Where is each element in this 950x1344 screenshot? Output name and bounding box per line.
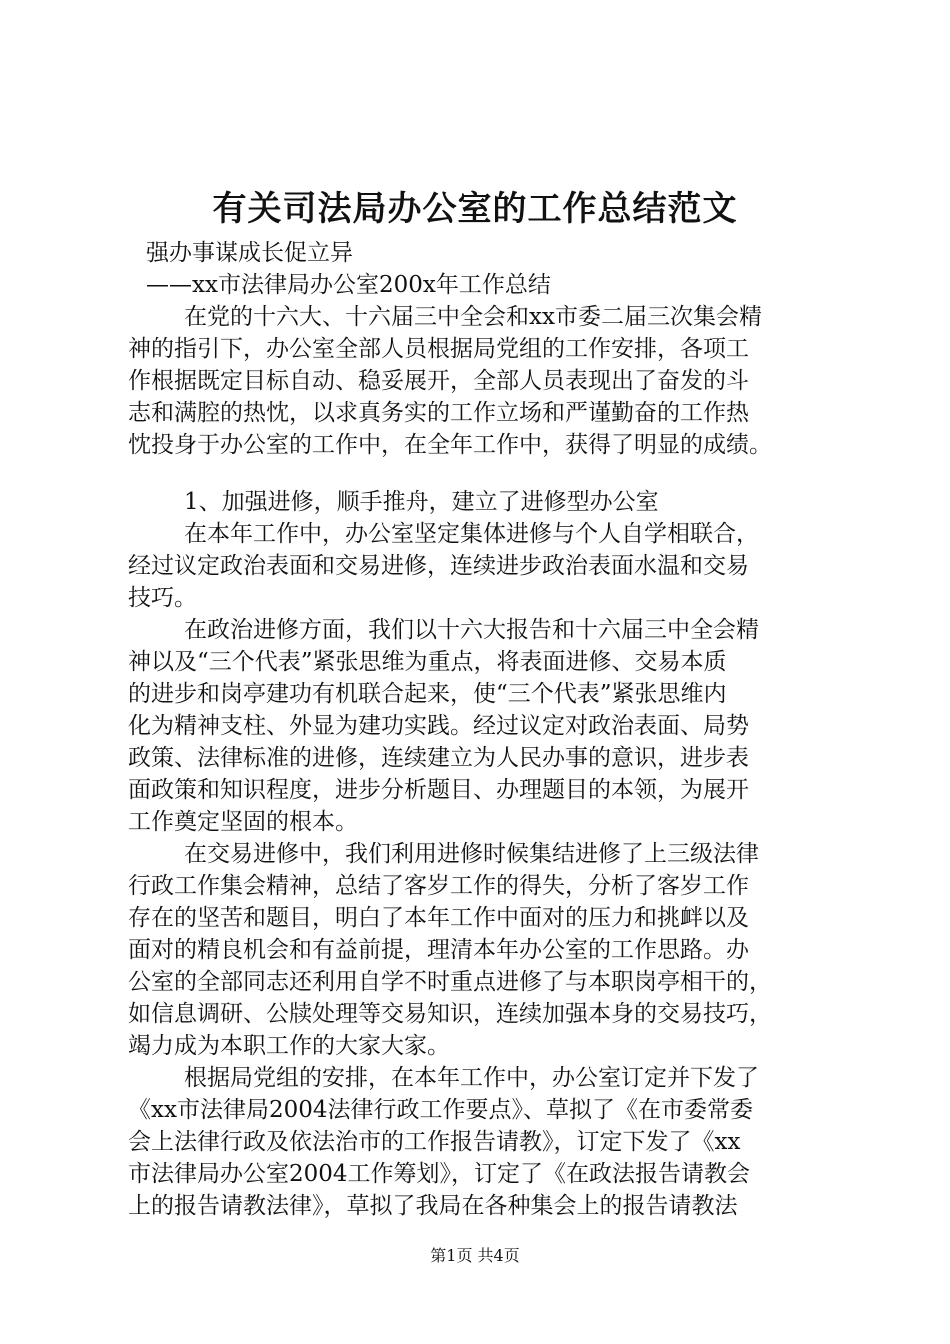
paragraph-line: 行政工作集会精神，总结了客岁工作的得失，分析了客岁工作 xyxy=(128,873,749,899)
paragraph-line: 忱投身于办公室的工作中，在全年工作中，获得了明显的成绩。 xyxy=(128,432,772,458)
paragraph-line: 在交易进修中，我们利用进修时候集结进修了上三级法律 xyxy=(184,841,759,867)
paragraph-line: 面政策和知识程度，进步分析题目、办理题目的本领，为展开 xyxy=(128,777,749,803)
paragraph-line: 化为精神支柱、外显为建功实践。经过议定对政治表面、局势 xyxy=(128,713,749,739)
page-footer: 第1页 共4页 xyxy=(430,1246,520,1265)
paragraph-line: 在本年工作中，办公室坚定集体进修与个人自学相联合， xyxy=(184,521,759,547)
paragraph-4 xyxy=(128,1062,832,1222)
subtitle: 强办事谋成长促立异 xyxy=(146,240,353,266)
paragraph-line: 神以及“三个代表”紧张思维为重点，将表面进修、交易本质 xyxy=(128,649,727,675)
paragraph-line: 《xx市法律局2004法律行政工作要点》、草拟了《在市委常委 xyxy=(128,1097,753,1123)
paragraph-line: 竭力成为本职工作的大家大家。 xyxy=(128,1033,450,1059)
paragraph-line: 在政治进修方面，我们以十六大报告和十六届三中全会精 xyxy=(184,617,759,643)
byline: ——xx市法律局办公室200x年工作总结 xyxy=(146,272,551,298)
document-body xyxy=(128,237,832,1222)
paragraph-line: 存在的坚苦和题目，明白了本年工作中面对的压力和挑衅以及 xyxy=(128,905,749,931)
paragraph-line: 志和满腔的热忱，以求真务实的工作立场和严谨勤奋的工作热 xyxy=(128,400,749,426)
section-heading: 1、加强进修，顺手推舟，建立了进修型办公室 xyxy=(184,489,659,515)
paragraph-line: 公室的全部同志还利用自学不时重点进修了与本职岗亭相干的， xyxy=(128,969,772,995)
paragraph-line: 根据局党组的安排，在本年工作中，办公室订定并下发了 xyxy=(184,1065,759,1091)
paragraph-line: 上的报告请教法律》，草拟了我局在各种集会上的报告请教法 xyxy=(128,1193,738,1219)
paragraph-line: 面对的精良机会和有益前提，理清本年办公室的工作思路。办 xyxy=(128,937,749,963)
paragraph-1 xyxy=(128,518,832,614)
paragraph-line: 技巧。 xyxy=(128,585,197,611)
paragraph-line: 如信息调研、公牍处理等交易知识，连续加强本身的交易技巧， xyxy=(128,1001,772,1027)
paragraph-line: 会上法律行政及依法治市的工作报告请教》，订定下发了《xx xyxy=(128,1129,741,1155)
paragraph-line: 神的指引下，办公室全部人员根据局党组的工作安排，各项工 xyxy=(128,336,749,362)
paragraph-line: 工作奠定坚固的根本。 xyxy=(128,809,358,835)
paragraph-line: 政策、法律标准的进修，连续建立为人民办事的意识，进步表 xyxy=(128,745,749,771)
paragraph-3 xyxy=(128,838,832,1062)
paragraph-line: 在党的十六大、十六届三中全会和xx市委二届三次集会精 xyxy=(184,304,762,330)
intro-paragraph xyxy=(128,301,832,461)
paragraph-line: 市法律局办公室2004工作筹划》，订定了《在政法报告请教会 xyxy=(128,1161,751,1187)
paragraph-line: 的进步和岗亭建功有机联合起来，使“三个代表”紧张思维内 xyxy=(128,681,727,707)
document-title: 有关司法局办公室的工作总结范文 xyxy=(212,189,738,229)
paragraph-line: 经过议定政治表面和交易进修，连续进步政治表面水温和交易 xyxy=(128,553,749,579)
paragraph-2 xyxy=(128,614,832,838)
paragraph-line: 作根据既定目标自动、稳妥展开，全部人员表现出了奋发的斗 xyxy=(128,368,749,394)
